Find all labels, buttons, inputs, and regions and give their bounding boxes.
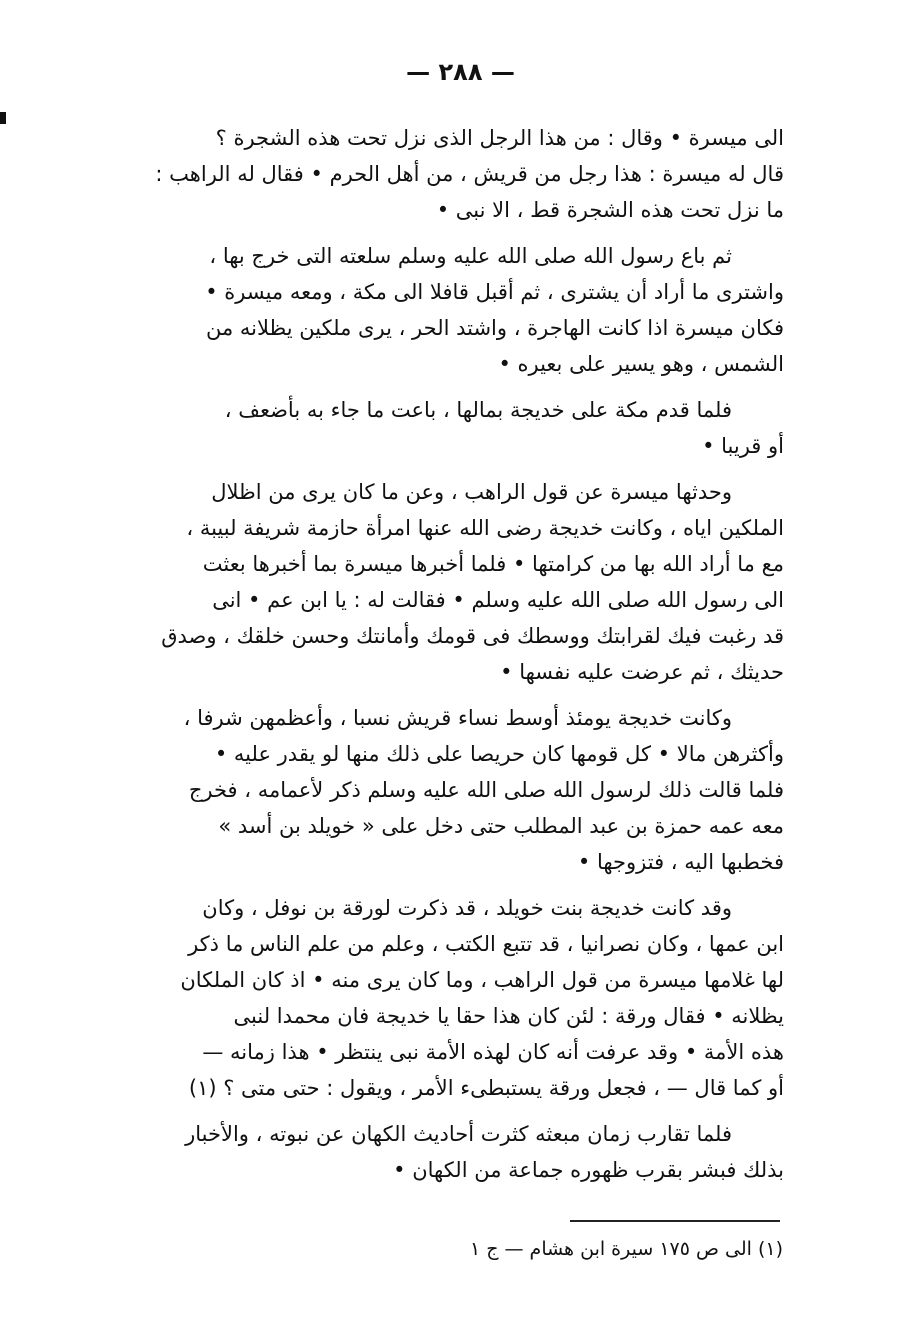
text-line: فخطبها اليه ، فتزوجها • bbox=[577, 850, 784, 874]
paragraph bbox=[98, 890, 784, 1106]
text-line: هذه الأمة • وقد عرفت أنه كان لهذه الأمة نبى ينتظر • هذا زمانه — bbox=[202, 1040, 784, 1064]
text-line: ثم باع رسول الله صلى الله عليه وسلم سلعته التى خرج بها ، bbox=[209, 244, 732, 268]
text-line: فكان ميسرة اذا كانت الهاجرة ، واشتد الحر ، يرى ملكين يظلانه من bbox=[205, 316, 784, 340]
body-text bbox=[98, 120, 784, 1198]
paragraph bbox=[98, 120, 784, 228]
text-line: قد رغبت فيك لقرابتك ووسطك فى قومك وأمانتك وحسن خلقك ، وصدق bbox=[161, 624, 784, 648]
text-line: وقد كانت خديجة بنت خويلد ، قد ذكرت لورقة بن نوفل ، وكان bbox=[202, 896, 732, 920]
text-line: واشترى ما أراد أن يشترى ، ثم أقبل قافلا الى مكة ، ومعه ميسرة • bbox=[205, 280, 784, 304]
page-number: — ٢٨٨ — bbox=[406, 58, 515, 86]
text-line: لها غلامها ميسرة من قول الراهب ، وما كان يرى منه • اذ كان الملكان bbox=[180, 968, 784, 992]
text-line: حديثك ، ثم عرضت عليه نفسها • bbox=[500, 660, 784, 684]
text-line: مع ما أراد الله بها من كرامتها • فلما أخبرها ميسرة بما أخبرها بعثت bbox=[202, 552, 784, 576]
paragraph bbox=[98, 474, 784, 690]
text-line: فلما قدم مكة على خديجة بمالها ، باعت ما جاء به بأضعف ، bbox=[224, 398, 732, 422]
text-line: وحدثها ميسرة عن قول الراهب ، وعن ما كان يرى من اظلال bbox=[211, 480, 732, 504]
text-line: معه عمه حمزة بن عبد المطلب حتى دخل على « خويلد بن أسد » bbox=[218, 814, 784, 838]
footnote-divider bbox=[570, 1220, 780, 1222]
text-line: الى رسول الله صلى الله عليه وسلم • فقالت له : يا ابن عم • انى bbox=[212, 588, 784, 612]
footnote: (١) الى ص ١٧٥ سيرة ابن هشام — ج ١ bbox=[469, 1238, 783, 1260]
text-line: فلما قالت ذلك لرسول الله صلى الله عليه وسلم ذكر لأعمامه ، فخرج bbox=[188, 778, 784, 802]
text-line: وأكثرهن مالا • كل قومها كان حريصا على ذلك منها لو يقدر عليه • bbox=[214, 742, 784, 766]
text-line: بذلك فبشر بقرب ظهوره جماعة من الكهان • bbox=[393, 1158, 784, 1182]
paragraph bbox=[98, 1116, 784, 1188]
text-line: الشمس ، وهو يسير على بعيره • bbox=[498, 352, 784, 376]
text-line: الملكين اياه ، وكانت خديجة رضى الله عنها امرأة حازمة شريفة لبيبة ، bbox=[186, 516, 784, 540]
scan-edge-mark bbox=[0, 112, 6, 124]
text-line: أو قريبا • bbox=[702, 434, 784, 458]
text-line: ما نزل تحت هذه الشجرة قط ، الا نبى • bbox=[436, 198, 784, 222]
paragraph bbox=[98, 700, 784, 880]
text-line: قال له ميسرة : هذا رجل من قريش ، من أهل الحرم • فقال له الراهب : bbox=[155, 162, 784, 186]
text-line: يظلانه • فقال ورقة : لئن كان هذا حقا يا خديجة فان محمدا لنبى bbox=[233, 1004, 784, 1028]
text-line: الى ميسرة • وقال : من هذا الرجل الذى نزل تحت هذه الشجرة ؟ bbox=[215, 126, 784, 150]
text-line: وكانت خديجة يومئذ أوسط نساء قريش نسبا ، وأعظمهن شرفا ، bbox=[183, 706, 732, 730]
text-line: أو كما قال — ، فجعل ورقة يستبطىء الأمر ، ويقول : حتى متى ؟ (١) bbox=[188, 1076, 784, 1100]
text-line: ابن عمها ، وكان نصرانيا ، قد تتبع الكتب ، وعلم من علم الناس ما ذكر bbox=[188, 932, 784, 956]
text-line: فلما تقارب زمان مبعثه كثرت أحاديث الكهان عن نبوته ، والأخبار bbox=[185, 1122, 732, 1146]
paragraph bbox=[98, 238, 784, 382]
paragraph bbox=[98, 392, 784, 464]
